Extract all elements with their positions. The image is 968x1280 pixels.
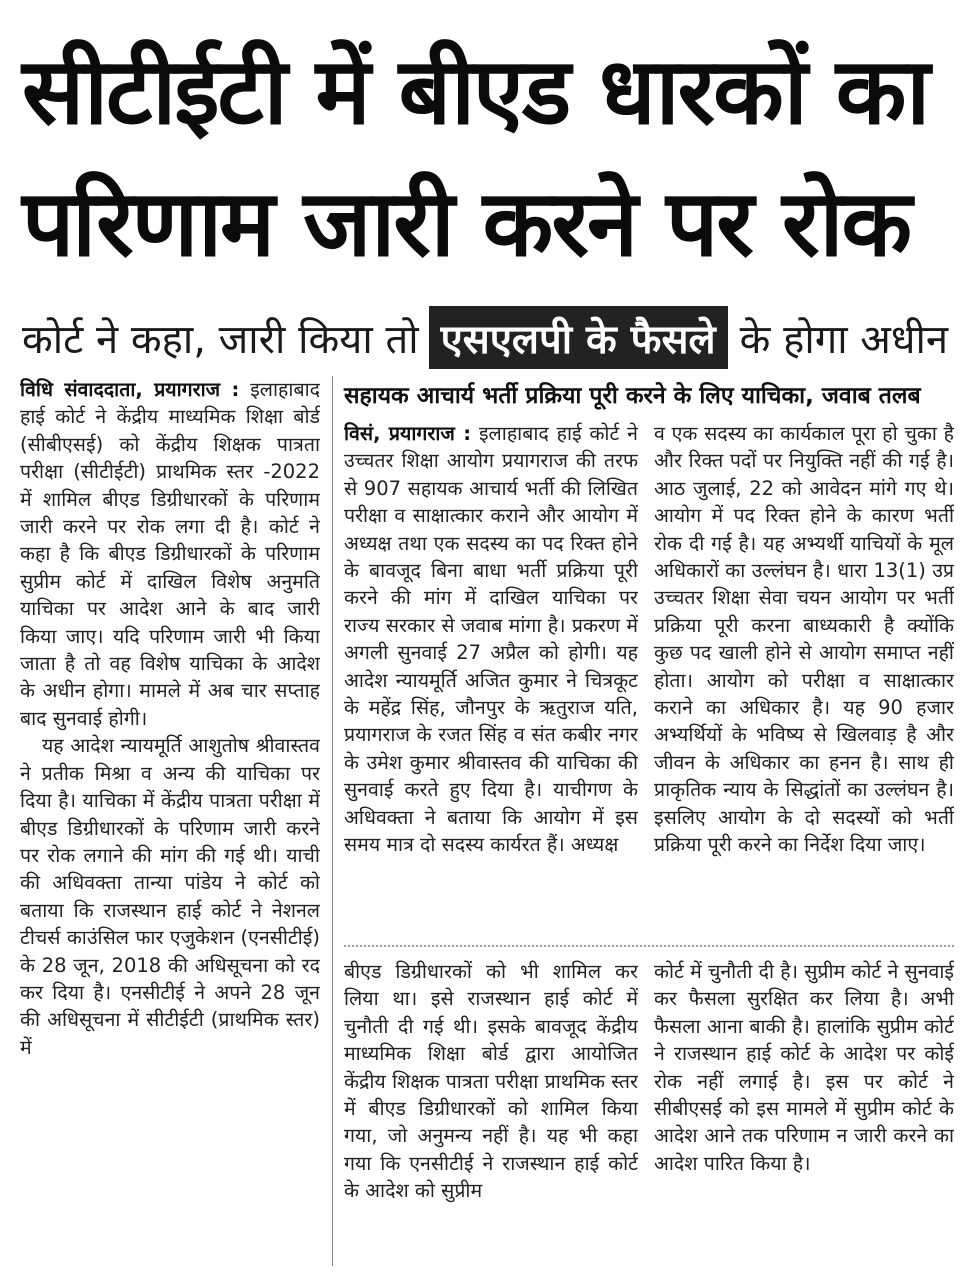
story2-column-2-text: व एक सदस्य का कार्यकाल पूरा हो चुका है और रिक्त पदों पर नियुक्ति नहीं की गई है। आठ जुलाई, 22 को आवेदन मांगे गए थे। आयोग में पद रिक्त होने के कारण भर्ती रोक दी गई है। यह अभ्यर्थी याचियों के मूल अधिकारों का उल्लंघन है। धारा 13(1) उप्र उच्चतर शिक्षा सेवा चयन आयोग पर भर्ती प्रक्रिया पूरी करना बाध्यकारी है क्योंकि कुछ पद खाली होने से आयोग समाप्त नहीं होता। आयोग को परीक्षा व साक्षात्कार कराने का अधिकार है। यह 90 हजार अभ्यर्थियों के भविष्य से खिलवाड़ है और जीवन के अधिकार का हनन है। साथ ही प्राकृतिक न्याय के सिद्धांतों का उल्लंघन है। इसलिए आयोग के दो सदस्यों को भर्ती प्रक्रिया पूरी करने का निर्देश दिया जाए। bbox=[654, 422, 954, 857]
subheadline-highlight-box: एसएलपी के फैसले bbox=[429, 306, 728, 369]
main-headline-line-1: सीटीईटी में बीएड धारकों का bbox=[22, 38, 929, 145]
subheadline bbox=[22, 304, 952, 370]
story1-paragraph-2: यह आदेश न्यायमूर्ति आशुतोष श्रीवास्तव ने प्रतीक मिश्रा व अन्य की याचिका पर दिया है। याचिका में केंद्रीय पात्रता परीक्षा में बीएड डिग्रीधारकों के परिणाम जारी करने पर रोक लगाने की मांग की गई थी। याची की अधिवक्ता तान्या पांडेय ने कोर्ट को बताया कि राजस्थान हाई कोर्ट ने नेशनल टीचर्स काउंसिल फार एजुकेशन (एनसीटीई) के 28 जून, 2018 की अधिसूचना को रद कर दिया है। एनसीटीई ने अपने 28 जून की अधिसूचना में सीटीईटी (प्राथमिक स्तर) में bbox=[20, 734, 320, 1059]
story1-continuation-b: कोर्ट में चुनौती दी है। सुप्रीम कोर्ट ने सुनवाई कर फैसला सुरक्षित कर लिया है। अभी फैसला आना बाकी है। हालांकि सुप्रीम कोर्ट ने राजस्थान हाई कोर्ट के आदेश पर कोई रोक नहीं लगाई है। इस पर कोर्ट ने सीबीएसई को इस मामले में सुप्रीम कोर्ट के आदेश आने तक परिणाम न जारी करने का आदेश पारित किया है। bbox=[654, 960, 954, 1175]
main-headline-line-2: परिणाम जारी करने पर रोक bbox=[22, 170, 911, 277]
story2-column-1 bbox=[344, 420, 638, 940]
story1-column-1 bbox=[20, 376, 320, 1270]
subheadline-tail: के होगा अधीन bbox=[739, 316, 949, 363]
story2-paragraph-1 bbox=[344, 420, 638, 859]
column-divider bbox=[332, 376, 333, 1266]
dotted-section-divider bbox=[344, 945, 954, 947]
story1-column-3 bbox=[654, 958, 954, 1270]
story1-continuation-a: बीएड डिग्रीधारकों को भी शामिल कर लिया था। इसे राजस्थान हाई कोर्ट में चुनौती दी गई थी। इसके बावजूद केंद्रीय माध्यमिक शिक्षा बोर्ड द्वारा आयोजित केंद्रीय शिक्षक पात्रता परीक्षा प्राथमिक स्तर में बीएड डिग्रीधारकों को शामिल किया गया, जो अनुमन्य नहीं है। यह भी कहा गया कि एनसीटीई ने राजस्थान हाई कोर्ट के आदेश को सुप्रीम bbox=[344, 960, 638, 1203]
subheadline-lead: कोर्ट ने कहा, जारी किया तो bbox=[22, 316, 419, 363]
story1-dateline: विधि संवाददाता, प्रयागराज : bbox=[20, 378, 240, 401]
story1-paragraph-1 bbox=[20, 376, 320, 732]
story1-paragraph-1-text: इलाहाबाद हाई कोर्ट ने केंद्रीय माध्यमिक शिक्षा बोर्ड (सीबीएसई) को केंद्रीय शिक्षक पात्रता परीक्षा (सीटीईटी) प्राथमिक स्तर -2022 में शामिल बीएड डिग्रीधारकों के परिणाम जारी करने पर रोक लगा दी है। कोर्ट ने कहा है कि बीएड डिग्रीधारकों के परिणाम सुप्रीम कोर्ट में दाखिल विशेष अनुमति याचिका पर आदेश आने के बाद जारी किया जाए। यदि परिणाम जारी भी किया जाता है तो वह विशेष याचिका के आदेश के अधीन होगा। मामले में अब चार सप्ताह बाद सुनवाई होगी। bbox=[20, 378, 320, 730]
story2-dateline: विसं, प्रयागराज : bbox=[344, 422, 472, 445]
story2-column-2 bbox=[654, 420, 954, 940]
story2-column-1-text: इलाहाबाद हाई कोर्ट ने उच्चतर शिक्षा आयोग प्रयागराज की तरफ से 907 सहायक आचार्य भर्ती की लिखित परीक्षा व साक्षात्कार कराने और आयोग में अध्यक्ष तथा एक सदस्य का पद रिक्त होने के बावजूद बिना बाधा भर्ती प्रक्रिया पूरी करने की मांग में दाखिल याचिका पर राज्य सरकार से जवाब मांगा है। प्रकरण में अगली सुनवाई 27 अप्रैल को होगी। यह आदेश न्यायमूर्ति अजित कुमार ने चित्रकूट के महेंद्र सिंह, जौनपुर के ऋतुराज यति, प्रयागराज के रजत सिंह व संत कबीर नगर के उमेश कुमार श्रीवास्तव की याचिका की सुनवाई करते हुए दिया है। याचीगण के अधिवक्ता ने बताया कि आयोग में इस समय मात्र दो सदस्य कार्यरत हैं। अध्यक्ष bbox=[344, 422, 638, 857]
story2-headline: सहायक आचार्य भर्ती प्रक्रिया पूरी करने के लिए याचिका, जवाब तलब bbox=[344, 383, 921, 409]
story1-column-2 bbox=[344, 958, 638, 1270]
